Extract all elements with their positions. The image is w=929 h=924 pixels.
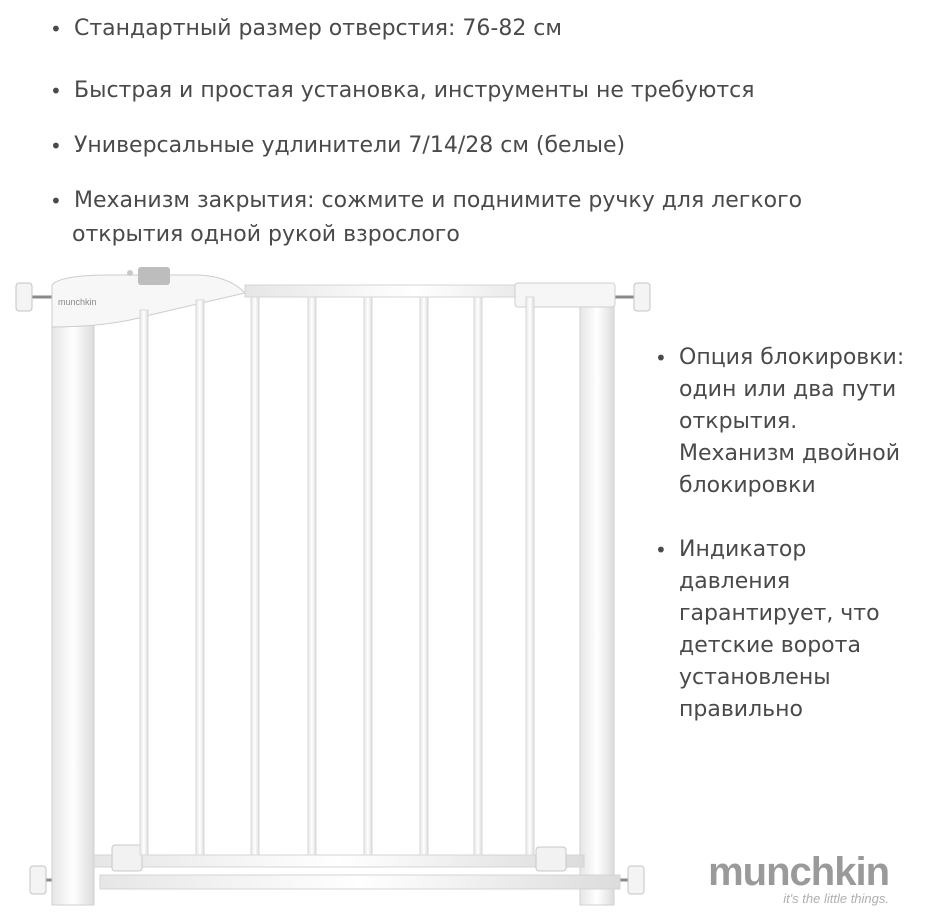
bullet-pressure-indicator (655, 534, 880, 726)
gate-left-post (52, 315, 94, 905)
bullet-text: Универсальные удлинители 7/14/28 см (белые) (74, 133, 626, 158)
bullet-line: давления (679, 569, 791, 594)
indicator-dot (127, 270, 133, 276)
bullet-dot: • (655, 346, 667, 370)
bullet-text: Механизм закрытия: сожмите и поднимите ручку для легкого (74, 188, 803, 213)
bullet-opening-size (50, 12, 562, 46)
bullet-line: один или два пути (679, 377, 897, 402)
gate-bars (140, 297, 534, 855)
bullet-text-continuation: открытия одной рукой взрослого (72, 222, 460, 247)
bullet-line: Механизм двойной (679, 441, 901, 466)
bullet-extensions (50, 129, 625, 163)
pressure-indicator-window (138, 267, 170, 285)
bullet-text: Стандартный размер отверстия: 76-82 см (74, 16, 562, 41)
pressure-bolt-top-left (16, 283, 52, 311)
bullet-line: Индикатор (679, 537, 807, 562)
bullet-line: Опция блокировки: (679, 345, 905, 370)
gate-hinge-right (536, 847, 566, 871)
logo-brand: munchkin (708, 850, 889, 894)
munchkin-logo (708, 850, 889, 906)
gate-bottom-rail (94, 855, 584, 867)
bullet-line: установлены (679, 665, 831, 690)
gate-floor-rail (100, 875, 620, 889)
bullet-lock-option (655, 342, 904, 502)
pressure-bolt-top-right (612, 283, 650, 311)
bullet-dot: • (655, 538, 667, 562)
bullet-text: Быстрая и простая установка, инструменты не требуются (74, 78, 755, 103)
gate-right-post (580, 305, 614, 905)
logo-tagline: it's the little things. (783, 891, 889, 906)
bullet-line: гарантирует, что (679, 601, 880, 626)
safety-gate-image (0, 255, 660, 924)
bullet-line: детские ворота (679, 633, 861, 658)
bullet-closing-mechanism (50, 184, 802, 252)
bullet-dot: • (50, 79, 62, 103)
gate-hinge-left (112, 845, 142, 871)
bullet-line: открытия. (679, 409, 798, 434)
bullet-installation (50, 74, 755, 108)
bullet-line: правильно (679, 697, 803, 722)
gate-brand-label: munchkin (58, 297, 97, 307)
bullet-dot: • (50, 17, 62, 41)
bullet-dot: • (50, 134, 62, 158)
bullet-dot: • (50, 189, 62, 213)
bullet-line: блокировки (679, 473, 816, 498)
